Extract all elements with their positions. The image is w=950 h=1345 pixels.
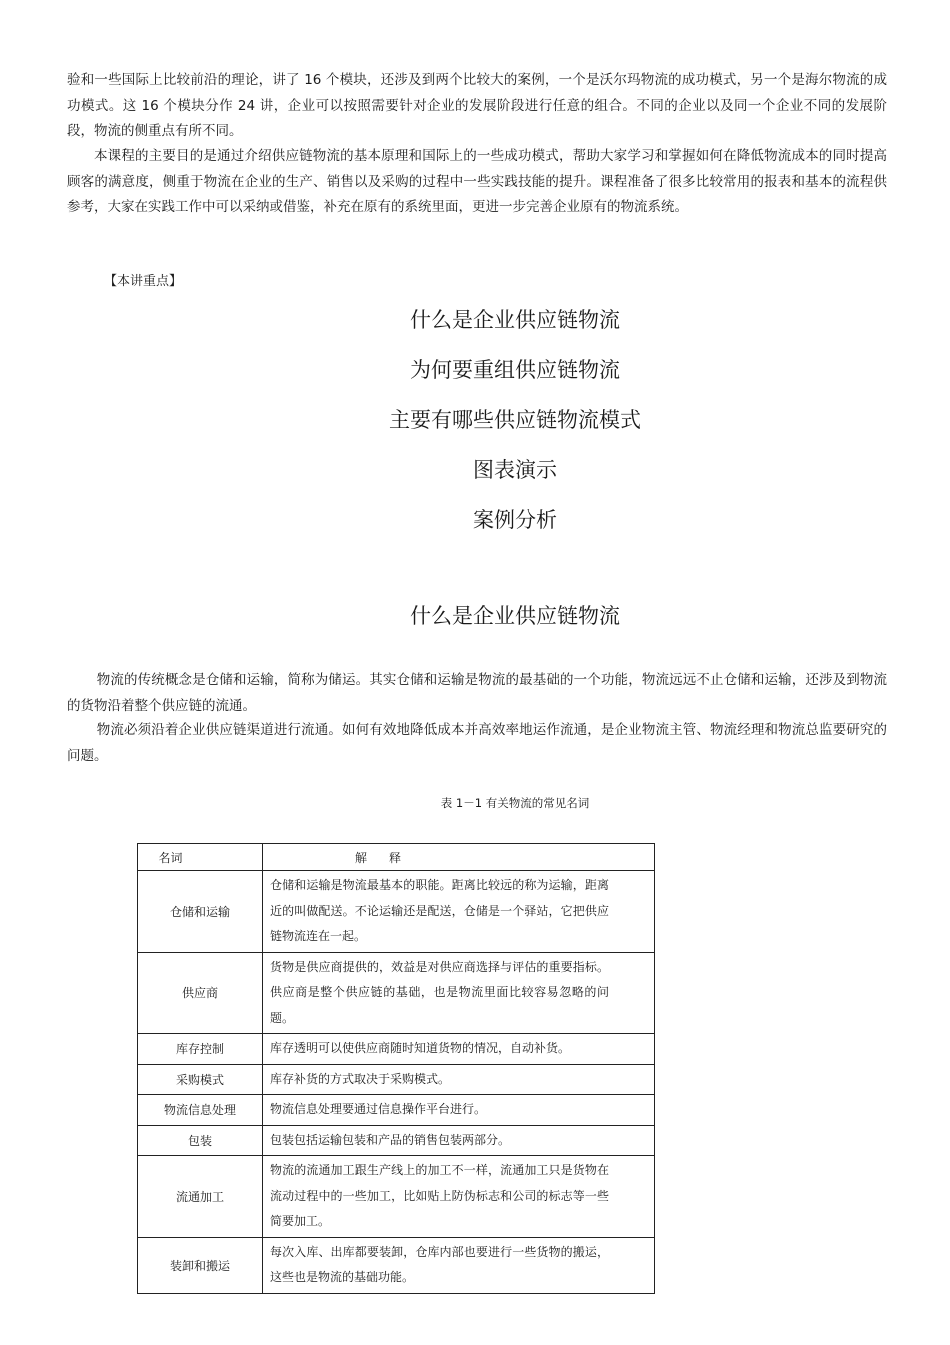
table-header-row xyxy=(138,844,655,871)
table-row xyxy=(138,1125,655,1156)
key-point-item: 主要有哪些供应链物流模式 xyxy=(389,408,641,432)
term-cell: 包装 xyxy=(138,1125,263,1156)
term-cell: 采购模式 xyxy=(138,1064,263,1095)
definition-cell: 库存补货的方式取决于采购模式。 xyxy=(263,1064,655,1095)
term-cell: 库存控制 xyxy=(138,1034,263,1065)
table-row xyxy=(138,952,655,1034)
body-paragraph-2: 物流必须沿着企业供应链渠道进行流通。如何有效地降低成本并高效率地运作流通，是企业物流主管、物流经理和物流总监要研究的问题。 xyxy=(67,722,887,764)
header-term: 名词 xyxy=(138,844,263,871)
logistics-terms-table xyxy=(137,843,655,1294)
section-title: 什么是企业供应链物流 xyxy=(410,604,620,628)
key-point-item: 为何要重组供应链物流 xyxy=(410,358,620,382)
table-row xyxy=(138,1237,655,1293)
term-cell: 仓储和运输 xyxy=(138,871,263,953)
table-row xyxy=(138,1156,655,1238)
key-points-list xyxy=(0,303,950,553)
key-point-item: 案例分析 xyxy=(473,508,557,532)
term-cell: 装卸和搬运 xyxy=(138,1237,263,1293)
table-row xyxy=(138,871,655,953)
definition-cell: 物流信息处理要通过信息操作平台进行。 xyxy=(263,1095,655,1126)
key-points-label: 【本讲重点】 xyxy=(104,274,183,289)
term-cell: 物流信息处理 xyxy=(138,1095,263,1126)
intro-paragraph-2: 本课程的主要目的是通过介绍供应链物流的基本原理和国际上的一些成功模式，帮助大家学习和掌握如何在降低物流成本的同时提高顾客的满意度，侧重于物流在企业的生产、销售以及采购的过程中一些实践技能的提升。课程准备了很多比较常用的报表和基本的流程供参考，大家在实践工作中可以采纳或借鉴，补充在原有的系统里面，更进一步完善企业原有的物流系统。 xyxy=(67,148,887,215)
definition-cell: 每次入库、出库都要装卸，仓库内部也要进行一些货物的搬运，这些也是物流的基础功能。 xyxy=(263,1237,655,1293)
intro-paragraph-1: 验和一些国际上比较前沿的理论，讲了 16 个模块，还涉及到两个比较大的案例，一个是沃尔玛物流的成功模式，另一个是海尔物流的成功模式。这 16 个模块分作 24 讲，企业可以按照需要针对企业的发展阶段进行任意的组合。不同的企业以及同一个企业不同的发展阶段，物流的侧重点有所不同。 xyxy=(67,72,887,139)
term-cell: 供应商 xyxy=(138,952,263,1034)
definition-cell: 包装包括运输包装和产品的销售包装两部分。 xyxy=(263,1125,655,1156)
table-row xyxy=(138,1034,655,1065)
header-definition: 解释 xyxy=(263,844,655,871)
definition-cell: 物流的流通加工跟生产线上的加工不一样，流通加工只是货物在流动过程中的一些加工，比如贴上防伪标志和公司的标志等一些简要加工。 xyxy=(263,1156,655,1238)
body-paragraph-1: 物流的传统概念是仓储和运输，简称为储运。其实仓储和运输是物流的最基础的一个功能，物流远远不止仓储和运输，还涉及到物流的货物沿着整个供应链的流通。 xyxy=(67,672,887,714)
key-point-item: 什么是企业供应链物流 xyxy=(410,308,620,332)
table-caption: 表 1－1 有关物流的常见名词 xyxy=(440,796,590,810)
key-point-item: 图表演示 xyxy=(473,458,557,482)
table-row xyxy=(138,1064,655,1095)
definition-cell: 货物是供应商提供的，效益是对供应商选择与评估的重要指标。供应商是整个供应链的基础，也是物流里面比较容易忽略的问题。 xyxy=(263,952,655,1034)
term-cell: 流通加工 xyxy=(138,1156,263,1238)
definition-cell: 库存透明可以使供应商随时知道货物的情况，自动补货。 xyxy=(263,1034,655,1065)
table-row xyxy=(138,1095,655,1126)
definition-cell: 仓储和运输是物流最基本的职能。距离比较远的称为运输，距离近的叫做配送。不论运输还是配送，仓储是一个驿站，它把供应链物流连在一起。 xyxy=(263,871,655,953)
